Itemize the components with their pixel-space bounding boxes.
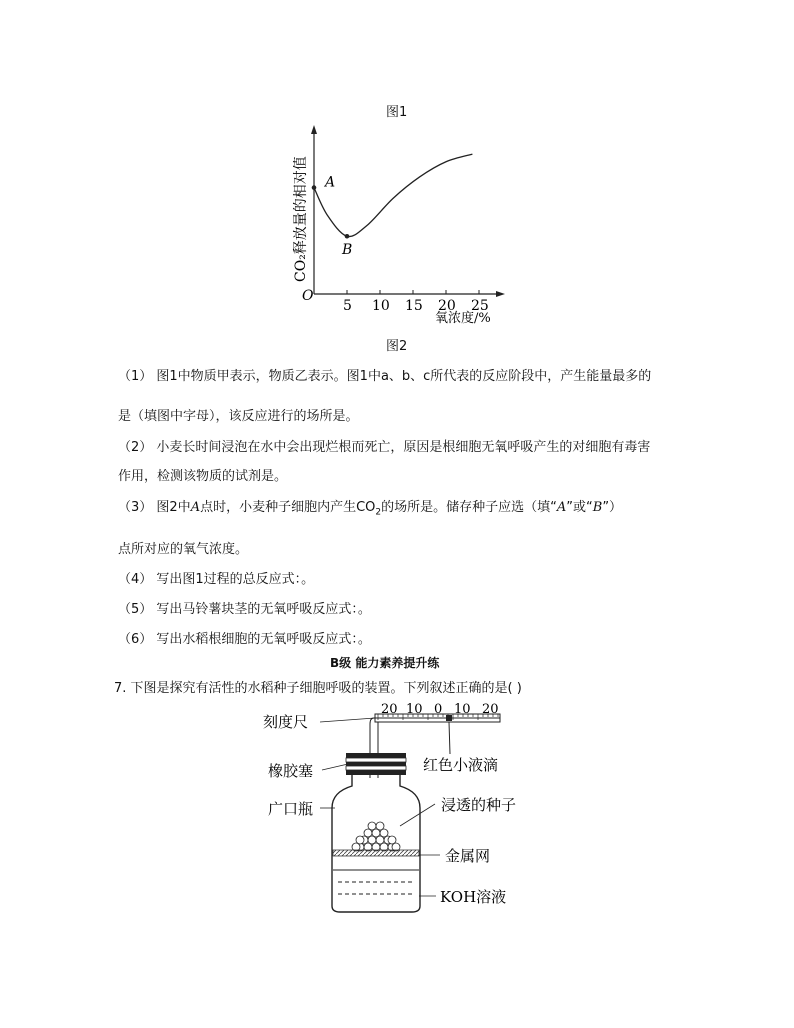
label-mesh: 金属网 — [445, 847, 491, 865]
x-tick-label: 25 — [471, 298, 489, 314]
seed — [376, 822, 384, 830]
question-5: （5） 写出马铃薯块茎的无氧呼吸反应式：。 — [118, 602, 371, 617]
q7-text: 下图是探究有活性的水稻种子细胞呼吸的装置。下列叙述正确的是( ) — [130, 681, 522, 696]
point-a-label: A — [325, 174, 336, 191]
label-ruler: 刻度尺 — [263, 713, 309, 731]
label-solution: KOH溶液 — [440, 888, 507, 906]
y-axis-arrow — [311, 125, 317, 134]
figure2-chart — [288, 122, 518, 332]
question-1-line-1: （1） 图1中物质甲表示，物质乙表示。图1中a、b、c所代表的反应阶段中，产生能量最多的 — [118, 369, 652, 384]
label-droplet: 红色小液滴 — [423, 756, 499, 774]
q3-subscript: 2 — [375, 507, 382, 518]
q3-prefix: （3） 图2中 — [118, 500, 191, 515]
soaked-seeds — [352, 822, 400, 851]
respiration-apparatus-diagram — [260, 698, 520, 918]
question-3-line-2: 点所对应的氧气浓度。 — [118, 542, 249, 557]
x-axis-arrow — [496, 291, 505, 297]
q3-or: ”或“ — [566, 500, 593, 515]
point-b-marker — [345, 234, 350, 239]
q7-number: 7. — [114, 681, 127, 696]
figure2-caption: 图2 — [386, 339, 408, 354]
question-1-line-2: 是（填图中字母），该反应进行的场所是。 — [118, 409, 359, 424]
q3-post: 的场所是。储存种子应选（填“ — [381, 500, 557, 515]
figure1-caption: 图1 — [386, 105, 408, 120]
label-seeds: 浸透的种子 — [441, 796, 517, 814]
seed — [356, 836, 364, 844]
rubber-stopper — [346, 753, 406, 775]
red-droplet — [446, 715, 452, 721]
section-title: B级 能力素养提升练 — [330, 656, 440, 670]
ruler-tick-2: 10 — [406, 702, 423, 717]
question-2-line-2: 作用，检测该物质的试剂是。 — [118, 469, 288, 484]
origin-label: O — [302, 288, 314, 304]
ruler-tick-4: 10 — [454, 702, 471, 717]
point-a-marker — [312, 185, 317, 190]
question-2-line-1: （2） 小麦长时间浸泡在水中会出现烂根而死亡，原因是根细胞无氧呼吸产生的对细胞有毒害 — [118, 440, 651, 455]
x-tick-label: 10 — [372, 298, 390, 314]
q3-choice-b: B — [592, 500, 603, 515]
x-tick-label: 15 — [405, 298, 423, 314]
co2-curve — [314, 154, 472, 236]
x-tick-label: 5 — [343, 298, 352, 314]
q3-choice-a: A — [556, 500, 567, 515]
question-4: （4） 写出图1过程的总反应式：。 — [118, 572, 315, 587]
q3-middle: 点时，小麦种子细胞内产生CO — [200, 500, 376, 515]
label-stopper: 橡胶塞 — [268, 762, 314, 780]
q3-point-a: A — [190, 500, 201, 515]
x-axis-label: 氧浓度/% — [435, 311, 491, 326]
ruler-tick-3: 0 — [434, 702, 443, 717]
x-tick-label: 20 — [438, 298, 456, 314]
q3-end: ”） — [602, 500, 623, 515]
metal-mesh — [333, 850, 419, 856]
question-7 — [114, 677, 522, 696]
question-6: （6） 写出水稻根细胞的无氧呼吸反应式：。 — [118, 632, 371, 647]
seed — [388, 836, 396, 844]
y-axis-label: CO₂释放量的相对值 — [293, 156, 309, 282]
seed — [368, 822, 376, 830]
ruler-tick-1: 20 — [381, 702, 398, 717]
label-jar: 广口瓶 — [268, 800, 314, 818]
ruler-tick-5: 20 — [482, 702, 499, 717]
question-3-line-1 — [118, 496, 622, 518]
point-b-label: B — [342, 242, 353, 259]
